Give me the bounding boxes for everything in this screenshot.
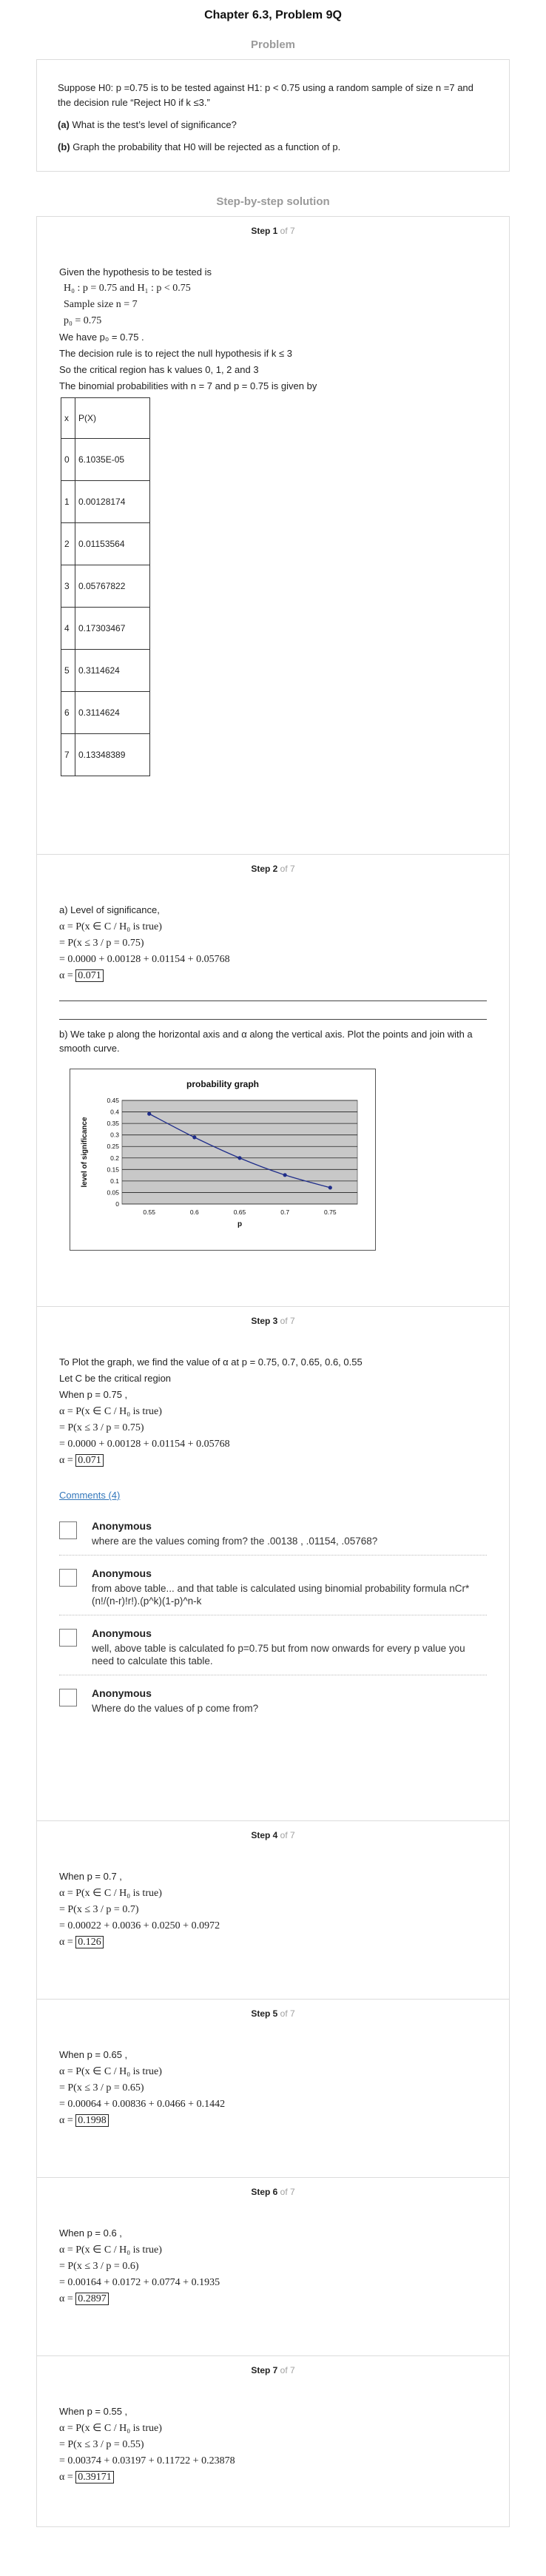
comment-text: Where do the values of p come from?	[92, 1703, 259, 1714]
step7-eq3: = 0.00374 + 0.03197 + 0.11722 + 0.23878	[59, 2455, 235, 2466]
table-row	[61, 439, 150, 481]
table-header-row	[61, 398, 150, 439]
step-number: Step 3	[251, 1316, 278, 1326]
table-cell-p: 0.01153564	[75, 523, 150, 565]
comment-author: Anonymous	[92, 1567, 152, 1579]
problem-box	[36, 59, 510, 172]
x-axis-ticks	[143, 1208, 336, 1216]
plot-area	[122, 1100, 357, 1204]
steps-container	[36, 216, 510, 2527]
step4-eq1: α = P(x ∈ C / H₀ is true)	[59, 1888, 162, 1899]
data-point	[237, 1156, 241, 1160]
table-cell-p: 6.1035E-05	[75, 439, 150, 481]
y-axis-label: level of significance	[81, 1117, 89, 1188]
step-title	[59, 2356, 487, 2380]
step4-eq3: = 0.00022 + 0.0036 + 0.0250 + 0.0972	[59, 1920, 220, 1931]
step7-eq2: = P(x ≤ 3 / p = 0.55)	[59, 2439, 144, 2450]
y-tick-label: 0.25	[107, 1143, 119, 1151]
comment	[59, 1516, 487, 1556]
step2-eq2: = P(x ≤ 3 / p = 0.75)	[59, 938, 144, 949]
alpha-value: 0.071	[75, 969, 104, 982]
table-cell-x: 0	[61, 439, 75, 481]
step-6	[37, 2178, 509, 2356]
step-title	[59, 217, 487, 241]
alpha-value: 0.39171	[75, 2471, 114, 2483]
step-7	[37, 2356, 509, 2526]
step-count: of 7	[280, 864, 295, 874]
x-tick-label: 0.6	[189, 1208, 199, 1216]
step3-when: When p = 0.75 ,	[59, 1389, 128, 1400]
x-tick-label: 0.7	[280, 1208, 290, 1216]
comment-checkbox[interactable]	[59, 1521, 77, 1539]
alpha-value: 0.126	[75, 1936, 104, 1948]
step1-critical-region: So the critical region has k values 0, 1, 2 and 3	[59, 364, 259, 375]
step7-when: When p = 0.55 ,	[59, 2406, 128, 2417]
step-5	[37, 2000, 509, 2178]
table-cell-x: 4	[61, 608, 75, 650]
step-title	[59, 855, 487, 878]
y-tick-label: 0.2	[110, 1154, 119, 1162]
step4-when: When p = 0.7 ,	[59, 1871, 122, 1882]
step-2	[37, 855, 509, 1307]
step1-intro: Given the hypothesis to be tested is	[59, 266, 212, 278]
data-point	[147, 1112, 151, 1116]
data-point	[328, 1186, 332, 1189]
probability-chart	[70, 1069, 376, 1251]
step-title	[59, 1821, 487, 1845]
y-tick-label: 0.4	[110, 1108, 119, 1116]
comment	[59, 1623, 487, 1675]
step-number: Step 4	[251, 1830, 278, 1840]
step-title	[59, 2178, 487, 2202]
step5-eq2: = P(x ≤ 3 / p = 0.65)	[59, 2082, 144, 2094]
table-row	[61, 734, 150, 776]
comment-text: well, above table is calculated fo p=0.75 but from now onwards for every p value you need to calculate this table.	[92, 1643, 465, 1667]
part-a-text: What is the test’s level of significance?	[72, 119, 237, 130]
table-row	[61, 650, 150, 692]
table-cell-p: 0.3114624	[75, 692, 150, 734]
table-header-p: P(X)	[75, 398, 150, 439]
table-cell-x: 7	[61, 734, 75, 776]
page-title: Chapter 6.3, Problem 9Q	[204, 9, 342, 21]
y-tick-label: 0.05	[107, 1188, 119, 1197]
table-row	[61, 481, 150, 523]
step6-eq1: α = P(x ∈ C / H₀ is true)	[59, 2244, 162, 2256]
data-point	[283, 1173, 287, 1177]
table-cell-p: 0.00128174	[75, 481, 150, 523]
step6-eq2: = P(x ≤ 3 / p = 0.6)	[59, 2261, 139, 2272]
step1-we-have: We have p₀ = 0.75 .	[59, 332, 144, 343]
comments-list	[59, 1516, 487, 1722]
table-cell-x: 2	[61, 523, 75, 565]
table-header-x: x	[61, 398, 75, 439]
x-tick-label: 0.75	[324, 1208, 337, 1216]
comment-author: Anonymous	[92, 1627, 152, 1639]
x-axis-label: p	[237, 1220, 243, 1228]
binomial-table	[61, 397, 150, 776]
step-number: Step 5	[251, 2008, 278, 2019]
step-number: Step 2	[251, 864, 278, 874]
page-content	[36, 0, 510, 2527]
step-title	[59, 1307, 487, 1331]
part-b-text: Graph the probability that H0 will be rejected as a function of p.	[73, 141, 341, 152]
table-cell-x: 1	[61, 481, 75, 523]
step5-eq3: = 0.00064 + 0.00836 + 0.0466 + 0.1442	[59, 2099, 226, 2110]
step6-when: When p = 0.6 ,	[59, 2227, 122, 2239]
table-row	[61, 608, 150, 650]
y-tick-label: 0.45	[107, 1097, 119, 1104]
alpha-lhs: α =	[59, 1455, 73, 1466]
step2-alpha-result	[59, 968, 487, 984]
y-tick-label: 0.35	[107, 1120, 119, 1128]
comment	[59, 1563, 487, 1615]
y-axis-ticks	[107, 1097, 119, 1208]
comment-checkbox[interactable]	[59, 1629, 77, 1647]
comments-link[interactable]: Comments (4)	[59, 1490, 121, 1501]
alpha-lhs: α =	[59, 970, 73, 981]
step6-alpha-result	[59, 2291, 487, 2307]
problem-part-b	[58, 140, 488, 155]
step2-eq3: = 0.0000 + 0.00128 + 0.01154 + 0.05768	[59, 954, 230, 965]
step4-alpha-result	[59, 1934, 487, 1951]
step2-eq1: α = P(x ∈ C / H₀ is true)	[59, 921, 162, 932]
step1-sample-size: Sample size n = 7	[64, 299, 138, 310]
comment-body	[92, 1627, 487, 1667]
step2-part-b: b) We take p along the horizontal axis and α along the vertical axis. Plot the points and join with a smooth curve.	[59, 1029, 473, 1054]
step5-eq1: α = P(x ∈ C / H₀ is true)	[59, 2066, 162, 2077]
y-tick-label: 0.15	[107, 1166, 119, 1174]
step-4	[37, 1821, 509, 2000]
table-row	[61, 565, 150, 608]
problem-part-a	[58, 118, 488, 132]
table-cell-p: 0.13348389	[75, 734, 150, 776]
data-point	[192, 1135, 196, 1139]
comment-body	[92, 1567, 487, 1607]
step-number: Step 1	[251, 226, 278, 236]
y-tick-label: 0.1	[110, 1177, 119, 1185]
y-tick-label: 0.3	[110, 1131, 119, 1139]
alpha-value: 0.2897	[75, 2293, 109, 2305]
step2-label: a) Level of significance,	[59, 904, 160, 915]
step3-alpha-result	[59, 1453, 487, 1469]
step3-intro: To Plot the graph, we find the value of α at p = 0.75, 0.7, 0.65, 0.6, 0.55	[59, 1356, 363, 1368]
step5-alpha-result	[59, 2113, 487, 2129]
step-number: Step 6	[251, 2187, 278, 2197]
step4-eq2: = P(x ≤ 3 / p = 0.7)	[59, 1904, 139, 1915]
step3-let: Let C be the critical region	[59, 1373, 172, 1384]
alpha-value: 0.1998	[75, 2114, 109, 2127]
comment-text: where are the values coming from? the .00138 , .01154, .05768?	[92, 1536, 378, 1547]
table-cell-x: 6	[61, 692, 75, 734]
part-a-tag: (a)	[58, 119, 70, 130]
solution-heading: Step-by-step solution	[216, 195, 330, 208]
step-count: of 7	[280, 2187, 295, 2197]
chart-title: probability graph	[186, 1079, 260, 1089]
table-cell-x: 5	[61, 650, 75, 692]
step3-eq2: = P(x ≤ 3 / p = 0.75)	[59, 1422, 144, 1433]
table-cell-x: 3	[61, 565, 75, 608]
step-count: of 7	[280, 226, 295, 236]
x-tick-label: 0.65	[233, 1208, 246, 1216]
step1-binomial-intro: The binomial probabilities with n = 7 and p = 0.75 is given by	[59, 380, 317, 391]
comment-checkbox[interactable]	[59, 1569, 77, 1587]
step-count: of 7	[280, 1316, 295, 1326]
problem-heading: Problem	[250, 38, 295, 51]
comment	[59, 1683, 487, 1722]
comment-body	[92, 1520, 377, 1547]
step1-hypothesis: H₀ : p = 0.75 and H₁ : p < 0.75	[64, 283, 191, 294]
table-row	[61, 523, 150, 565]
table-row	[61, 692, 150, 734]
step7-eq1: α = P(x ∈ C / H₀ is true)	[59, 2423, 162, 2434]
problem-text: Suppose H0: p =0.75 is to be tested against H1: p < 0.75 using a random sample of size n =7 and the decision rule “Reject H0 if k ≤3.”	[58, 82, 473, 108]
table-cell-p: 0.05767822	[75, 565, 150, 608]
alpha-lhs: α =	[59, 2472, 73, 2483]
part-b-tag: (b)	[58, 141, 70, 152]
chart-svg	[70, 1069, 375, 1250]
table-cell-p: 0.3114624	[75, 650, 150, 692]
step-3	[37, 1307, 509, 1821]
step-1	[37, 217, 509, 855]
alpha-lhs: α =	[59, 2115, 73, 2126]
step-number: Step 7	[251, 2365, 278, 2375]
comment-author: Anonymous	[92, 1520, 152, 1532]
step1-p0: p₀ = 0.75	[64, 315, 102, 326]
step1-decision-rule: The decision rule is to reject the null hypothesis if k ≤ 3	[59, 348, 292, 359]
step3-eq3: = 0.0000 + 0.00128 + 0.01154 + 0.05768	[59, 1439, 230, 1450]
step-count: of 7	[280, 2365, 295, 2375]
step-title	[59, 2000, 487, 2023]
step5-when: When p = 0.65 ,	[59, 2049, 128, 2060]
alpha-value: 0.071	[75, 1454, 104, 1467]
y-tick-label: 0	[115, 1200, 119, 1208]
step-count: of 7	[280, 2008, 295, 2019]
step7-alpha-result	[59, 2469, 487, 2486]
alpha-lhs: α =	[59, 1937, 73, 1948]
comment-checkbox[interactable]	[59, 1689, 77, 1706]
step-count: of 7	[280, 1830, 295, 1840]
table-cell-p: 0.17303467	[75, 608, 150, 650]
step3-eq1: α = P(x ∈ C / H₀ is true)	[59, 1406, 162, 1417]
comment-text: from above table... and that table is calculated using binomial probability formula nCr* (n!/(n-r)!r!).(p^k)(1-p)^n-k	[92, 1583, 470, 1607]
step6-eq3: = 0.00164 + 0.0172 + 0.0774 + 0.1935	[59, 2277, 220, 2288]
comment-author: Anonymous	[92, 1687, 152, 1699]
comment-body	[92, 1687, 258, 1715]
divider	[59, 1019, 487, 1020]
x-tick-label: 0.55	[143, 1208, 155, 1216]
alpha-lhs: α =	[59, 2293, 73, 2304]
